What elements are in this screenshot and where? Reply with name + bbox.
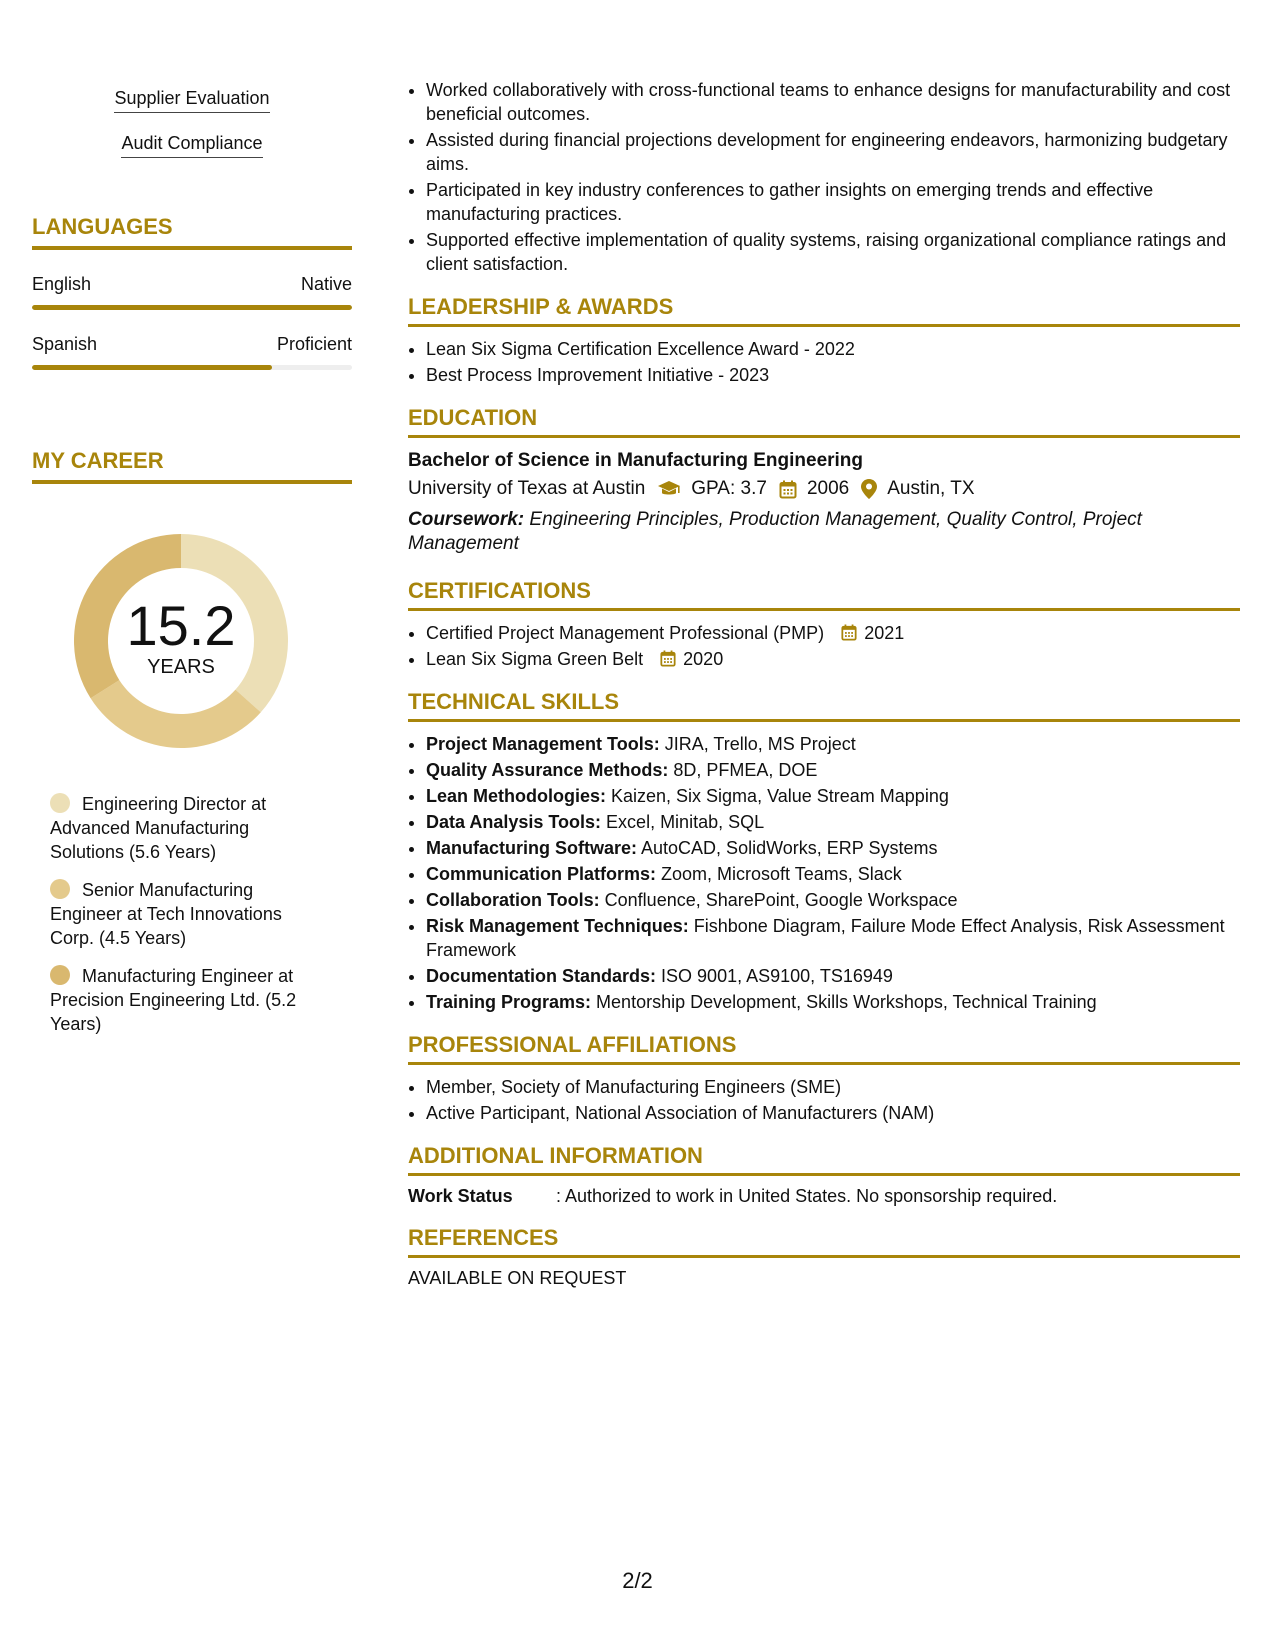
language-level: Proficient (276, 334, 352, 354)
page-number: 2/2 (622, 1568, 653, 1593)
right-column (408, 78, 1240, 1289)
left-column (32, 80, 352, 1050)
education-details (408, 474, 1240, 504)
career-legend-label: Manufacturing Engineer at Precision Engineering Ltd. (5.2 Years) (50, 966, 297, 1034)
technical-skill-value: JIRA, Trello, MS Project (659, 734, 856, 754)
award-item: • Best Process Improvement Initiative - 2023 (426, 363, 1240, 387)
additional-info-section (408, 1143, 1240, 1207)
career-title: MY CAREER (32, 448, 352, 484)
affiliation-item: • Active Participant, National Association of Manufacturers (NAM) (426, 1101, 1240, 1125)
education-degree: Bachelor of Science in Manufacturing Engineering (408, 450, 864, 471)
technical-skill-item (426, 888, 1240, 912)
affiliations-title: PROFESSIONAL AFFILIATIONS (408, 1032, 1240, 1065)
certifications-section (408, 578, 1240, 671)
legend-dot-icon (50, 793, 70, 813)
technical-skill-value: Confluence, SharePoint, Google Workspace (599, 890, 958, 910)
skills-list (32, 80, 352, 170)
technical-skill-item (426, 732, 1240, 756)
work-status-value: : Authorized to work in United States. No sponsorship required. (556, 1186, 1058, 1206)
technical-skill-value: ISO 9001, AS9100, TS16949 (656, 966, 893, 986)
work-status-row (408, 1186, 1240, 1207)
career-legend-item (50, 878, 310, 950)
additional-info-title: ADDITIONAL INFORMATION (408, 1143, 1240, 1176)
career-legend-item (50, 964, 310, 1036)
technical-skill-item (426, 914, 1240, 962)
experience-bullet: • Supported effective implementation of quality systems, raising organizational compliance ratings and client satisfaction. (426, 228, 1240, 276)
education-title: EDUCATION (408, 405, 1240, 438)
technical-skill-item (426, 990, 1240, 1014)
technical-skill-label: Quality Assurance Methods: (426, 760, 669, 780)
languages-section (32, 214, 352, 370)
graduation-cap-icon (657, 480, 681, 498)
education-location: Austin, TX (887, 478, 975, 499)
language-item (32, 274, 352, 310)
language-name: Spanish (32, 334, 98, 354)
technical-skill-item (426, 810, 1240, 834)
references-text: AVAILABLE ON REQUEST (408, 1268, 627, 1288)
technical-skill-label: Manufacturing Software: (426, 838, 638, 858)
career-legend-label: Engineering Director at Advanced Manufacturing Solutions (5.6 Years) (50, 794, 267, 862)
technical-skills-section (408, 689, 1240, 1014)
technical-skill-label: Risk Management Techniques: (426, 916, 689, 936)
language-level: Native (300, 274, 352, 294)
leadership-section (408, 294, 1240, 387)
technical-skill-item (426, 784, 1240, 808)
career-total-years: 15.2 (126, 594, 236, 657)
technical-skill-value: Excel, Minitab, SQL (601, 812, 765, 832)
calendar-icon (660, 650, 676, 667)
legend-dot-icon (50, 965, 70, 985)
career-legend (50, 792, 310, 1036)
experience-bullet: • Worked collaboratively with cross-functional teams to enhance designs for manufacturability and cost beneficial outcomes. (426, 78, 1240, 126)
skill-tag: Audit Compliance (121, 131, 262, 158)
language-item (32, 334, 352, 370)
technical-skill-label: Collaboration Tools: (426, 890, 600, 910)
career-years-label: YEARS (147, 656, 215, 678)
references-title: REFERENCES (408, 1225, 1240, 1258)
career-donut-chart (66, 526, 296, 756)
career-legend-label: Senior Manufacturing Engineer at Tech Innovations Corp. (4.5 Years) (50, 880, 282, 948)
language-proficiency-bar (32, 365, 352, 370)
education-school: University of Texas at Austin (408, 478, 646, 499)
technical-skill-label: Data Analysis Tools: (426, 812, 602, 832)
certification-name: Certified Project Management Professional (PMP) (426, 623, 825, 643)
career-section (32, 448, 352, 1036)
technical-skill-value: Mentorship Development, Skills Workshops, Technical Training (591, 992, 1097, 1012)
references-section (408, 1225, 1240, 1289)
technical-skills-title: TECHNICAL SKILLS (408, 689, 1240, 722)
languages-title: LANGUAGES (32, 214, 352, 250)
affiliation-item: • Member, Society of Manufacturing Engineers (SME) (426, 1075, 1240, 1099)
leadership-title: LEADERSHIP & AWARDS (408, 294, 1240, 327)
experience-bullets (408, 78, 1240, 276)
calendar-icon (841, 624, 857, 641)
language-name: English (32, 274, 92, 294)
career-legend-item (50, 792, 310, 864)
certification-item (426, 621, 1240, 645)
education-coursework (408, 508, 1240, 556)
technical-skill-label: Project Management Tools: (426, 734, 660, 754)
coursework-text: Engineering Principles, Production Management, Quality Control, Project Management (408, 509, 1142, 554)
language-proficiency-fill (32, 365, 272, 370)
technical-skill-label: Communication Platforms: (426, 864, 657, 884)
technical-skill-label: Documentation Standards: (426, 966, 657, 986)
skill-tag: Supplier Evaluation (114, 86, 269, 113)
coursework-label: Coursework: (408, 509, 525, 530)
certification-item (426, 647, 1240, 671)
technical-skill-label: Lean Methodologies: (426, 786, 606, 806)
education-gpa: GPA: 3.7 (691, 478, 767, 499)
education-year: 2006 (806, 478, 850, 499)
technical-skill-value: Zoom, Microsoft Teams, Slack (656, 864, 902, 884)
certification-year: 2020 (683, 649, 724, 669)
education-section (408, 405, 1240, 556)
certifications-title: CERTIFICATIONS (408, 578, 1240, 611)
language-proficiency-bar (32, 305, 352, 310)
technical-skill-item (426, 758, 1240, 782)
technical-skill-value: Fishbone Diagram, Failure Mode Effect Analysis, Risk Assessment Framework (426, 916, 1225, 960)
technical-skill-value: 8D, PFMEA, DOE (668, 760, 818, 780)
location-pin-icon (861, 479, 877, 499)
work-status-label: Work Status (408, 1186, 513, 1206)
technical-skill-item (426, 836, 1240, 860)
affiliations-section (408, 1032, 1240, 1125)
calendar-icon (779, 480, 797, 499)
experience-bullet: • Assisted during financial projections development for engineering endeavors, harmonizing budgetary aims. (426, 128, 1240, 176)
technical-skill-label: Training Programs: (426, 992, 592, 1012)
language-proficiency-fill (32, 305, 352, 310)
award-item: • Lean Six Sigma Certification Excellence Award - 2022 (426, 337, 1240, 361)
experience-bullet: • Participated in key industry conferences to gather insights on emerging trends and effective manufacturing practices. (426, 178, 1240, 226)
technical-skill-item (426, 964, 1240, 988)
technical-skill-value: AutoCAD, SolidWorks, ERP Systems (637, 838, 938, 858)
certification-year: 2021 (864, 623, 905, 643)
certification-name: Lean Six Sigma Green Belt (426, 649, 644, 669)
technical-skill-item (426, 862, 1240, 886)
legend-dot-icon (50, 879, 70, 899)
technical-skill-value: Kaizen, Six Sigma, Value Stream Mapping (606, 786, 949, 806)
